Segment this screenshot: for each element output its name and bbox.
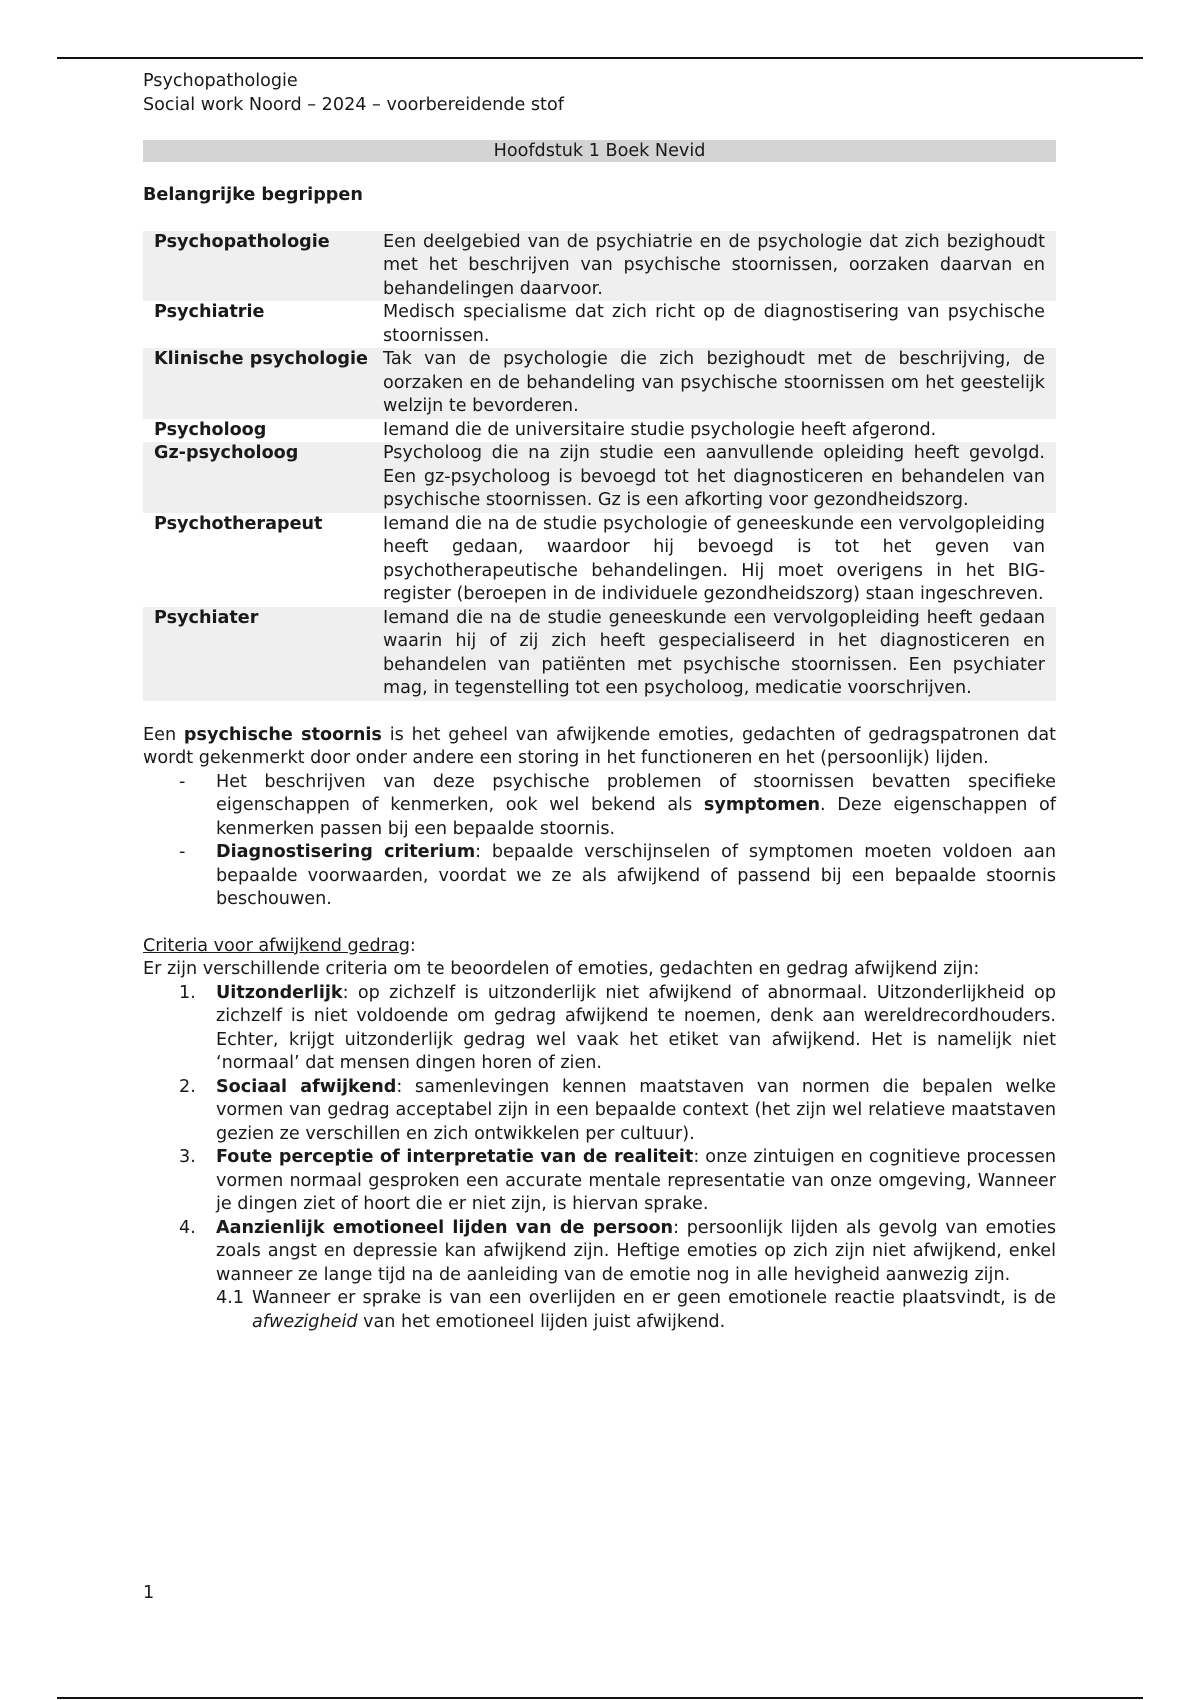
bullet-text-end: : bepaalde verschijnselen of symptomen moeten voldoen aan bepaalde voorwaarden, voordat we ze als afwijkend of passend bij een bepaalde stoornis beschouwen. xyxy=(216,842,1056,909)
term-row xyxy=(143,607,1056,701)
term-definition: Iemand die na de studie psychologie of geneeskunde een vervolgopleiding heeft gedaan, waardoor hij bevoegd is tot het geven van psychotherapeutische behandelingen. Hij moet overigens in het BIG-register (beroepen in de individuele gezondheidszorg) staan ingeschreven. xyxy=(383,513,1045,604)
term-definition: Tak van de psychologie die zich bezighoudt met de beschrijving, de oorzaken en de behandeling van psychische stoornissen om het geestelijk welzijn te bevorderen. xyxy=(383,348,1056,419)
term-definition: Psycholoog die na zijn studie een aanvullende opleiding heeft gevolgd. Een gz-psycholoog is bevoegd tot het diagnosticeren en behandelen van psychische stoornissen. Gz is een afkorting voor gezondheidszorg. xyxy=(383,442,1056,513)
page-header xyxy=(143,70,1056,117)
item-title: Uitzonderlijk xyxy=(216,982,343,1003)
item-text: : onze zintuigen en cognitieve processen vormen normaal gesproken een accurate mentale representatie van onze omgeving, Wanneer je dingen ziet of hoort die er niet zijn, is hiervan sprake. xyxy=(216,1147,1056,1214)
list-item xyxy=(143,1146,1056,1217)
item-title: Sociaal afwijkend xyxy=(216,1076,397,1097)
item-text: : persoonlijk lijden als gevolg van emoties zoals angst en depressie kan afwijkend zijn. Heftige emoties op zich zijn niet afwijkend, enkel wanneer ze lange tijd na de aanleiding van de emotie nog in alle hevigheid aanwezig zijn. xyxy=(216,1217,1057,1285)
sub-list-item xyxy=(143,1287,1056,1334)
term-name: Psycholoog xyxy=(154,419,267,440)
header-rule xyxy=(57,57,1143,59)
term-definition: Iemand die de universitaire studie psychologie heeft afgerond. xyxy=(383,419,937,440)
bullet-bold: Diagnostisering criterium xyxy=(216,842,476,862)
criteria-heading-colon: : xyxy=(409,935,416,956)
item-title: Aanzienlijk emotioneel lijden van de persoon xyxy=(216,1217,674,1238)
term-row xyxy=(143,348,1056,419)
chapter-title: Hoofdstuk 1 Boek Nevid xyxy=(143,140,1056,162)
term-name: Psychiater xyxy=(143,607,383,701)
item-number: 2. xyxy=(179,1076,196,1097)
sub-item-emphasis: afwezigheid xyxy=(252,1311,358,1332)
list-item xyxy=(143,982,1056,1076)
symptom-list xyxy=(143,771,1056,912)
list-item xyxy=(143,1217,1056,1288)
disorder-pre: Een xyxy=(143,724,184,745)
term-row xyxy=(143,419,1056,443)
sub-item-number: 4.1 xyxy=(216,1288,244,1308)
criteria-heading-text: Criteria voor afwijkend gedrag xyxy=(143,935,410,956)
header-subtitle: Social work Noord – 2024 – voorbereidende stof xyxy=(143,94,564,115)
dash-marker: - xyxy=(179,771,186,792)
list-item xyxy=(143,841,1056,912)
disorder-paragraph xyxy=(143,724,1056,771)
item-number: 4. xyxy=(179,1217,196,1238)
term-definition: Medisch specialisme dat zich richt op de diagnostisering van psychische stoornissen. xyxy=(383,302,1045,346)
criteria-intro: Er zijn verschillende criteria om te beoordelen of emoties, gedachten en gedrag afwijkend zijn: xyxy=(143,959,980,979)
term-definition: Een deelgebied van de psychiatrie en de psychologie dat zich bezighoudt met het beschrijven van psychische stoornissen, oorzaken daarvan en behandelingen daarvoor. xyxy=(383,231,1056,302)
item-number: 3. xyxy=(179,1147,196,1167)
item-title: Foute perceptie of interpretatie van de realiteit xyxy=(216,1147,694,1167)
term-name: Psychotherapeut xyxy=(154,513,323,534)
criteria-heading xyxy=(143,935,1056,959)
item-text: : samenlevingen kennen maatstaven van normen die bepalen welke vormen van gedrag acceptabel zijn in een bepaalde context (het zijn wel relatieve maatstaven gezien ze verschillen en zich ontwikkelen per cultuur). xyxy=(216,1076,1056,1144)
section-title: Belangrijke begrippen xyxy=(143,185,363,205)
dash-marker: - xyxy=(179,842,186,862)
header-course: Psychopathologie xyxy=(143,71,298,91)
terms-table xyxy=(143,231,1056,701)
term-name: Klinische psychologie xyxy=(143,348,383,419)
criteria-list xyxy=(143,982,1056,1288)
term-name: Psychiatrie xyxy=(154,302,265,322)
term-row xyxy=(143,231,1056,302)
term-row xyxy=(143,442,1056,513)
term-definition: Iemand die na de studie geneeskunde een vervolgopleiding heeft gedaan waarin hij of zij zich heeft gespecialiseerd in het diagnosticeren en behandelen van patiënten met psychische stoornissen. Een psychiater mag, in tegenstelling tot een psycholoog, medicatie voorschrijven. xyxy=(383,607,1056,701)
item-text: : op zichzelf is uitzonderlijk niet afwijkend of abnormaal. Uitzonderlijkheid op zichzelf is niet voldoende om gedrag afwijkend te noemen, denk aan wereldrecordhouders. Echter, krijgt uitzonderlijk gedrag wel vaak het etiket van afwijkend. Het is namelijk niet ‘normaal’ dat mensen dingen horen of zien. xyxy=(216,982,1056,1073)
bullet-text: Het beschrijven van deze psychische problemen of stoornissen bevatten specifieke eigenschappen of kenmerken, ook wel bekend als xyxy=(216,771,1056,815)
disorder-post: is het geheel van afwijkende emoties, gedachten of gedragspatronen dat wordt gekenmerkt door onder andere een storing in het functioneren en het (persoonlijk) lijden. xyxy=(143,724,1057,768)
term-name: Gz-psycholoog xyxy=(143,442,383,513)
document-page xyxy=(143,70,1056,1334)
bullet-text-end: . Deze eigenschappen of kenmerken passen bij een bepaalde stoornis. xyxy=(216,795,1056,839)
list-item xyxy=(143,1076,1056,1147)
item-number: 1. xyxy=(179,982,196,1003)
sub-item-text: Wanneer er sprake is van een overlijden en er geen emotionele reactie plaatsvindt, is de xyxy=(252,1288,1056,1308)
term-name: Psychopathologie xyxy=(143,231,383,302)
bullet-bold: symptomen xyxy=(703,795,821,815)
term-row xyxy=(143,513,1056,607)
disorder-term: psychische stoornis xyxy=(183,724,382,745)
page-number: 1 xyxy=(143,1583,155,1603)
list-item xyxy=(143,771,1056,842)
footer-rule xyxy=(57,1697,1143,1699)
sub-item-text-end: van het emotioneel lijden juist afwijkend. xyxy=(357,1311,726,1332)
term-row xyxy=(143,301,1056,348)
